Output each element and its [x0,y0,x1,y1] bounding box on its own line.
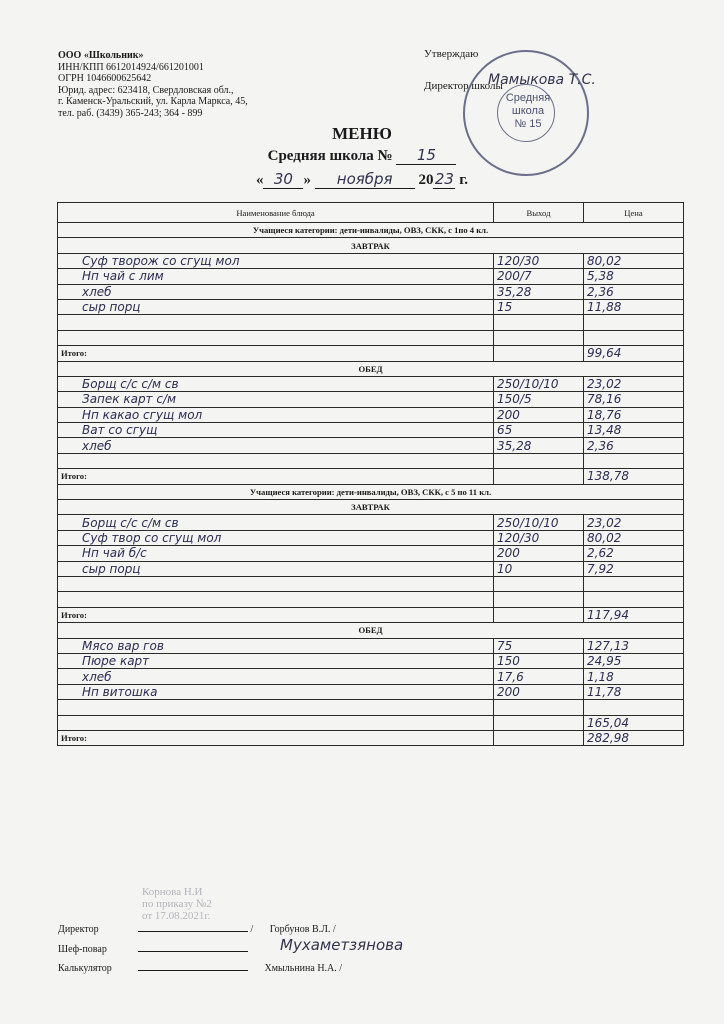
table-row [58,253,684,268]
dish-output: 250/10/10 [494,376,584,391]
table-row [58,299,684,314]
empty-cell [494,469,584,484]
chef-label: Шеф-повар [58,944,107,955]
stamp-line-3: № 15 [514,118,542,130]
dish-output: 200 [494,684,584,699]
empty-cell [58,576,494,591]
empty-cell [494,315,584,330]
empty-row [58,315,684,330]
org-inn: ИНН/КПП 6612014924/661201001 [58,61,204,73]
menu-table [57,202,684,746]
approve-label: Утверждаю [424,48,479,60]
empty-cell [58,592,494,607]
empty-cell [58,330,494,345]
dish-name: Нп чай с лим [58,269,494,284]
chef-name: Мухаметзянова [280,936,404,954]
empty-cell [58,453,494,468]
total-row [58,346,684,361]
dish-price: 7,92 [584,561,684,576]
org-address-2: г. Каменск-Уральский, ул. Карла Маркса, 45, [58,96,248,108]
table-row [58,653,684,668]
signature-line [138,970,248,971]
total-value: 99,64 [584,346,684,361]
dish-price: 80,02 [584,530,684,545]
dish-output: 35,28 [494,438,584,453]
subtotal-value: 165,04 [584,715,684,730]
table-row [58,684,684,699]
director-approval-label: Директор школы [424,80,503,92]
dish-price: 2,36 [584,284,684,299]
dish-name: хлеб [58,284,494,299]
dish-output: 17,6 [494,669,584,684]
dish-output: 200/7 [494,269,584,284]
meal-header-breakfast-label: ЗАВТРАК [58,238,684,253]
total-label: Итого: [58,346,494,361]
dish-output: 200 [494,546,584,561]
empty-cell [58,315,494,330]
category-header [58,484,684,499]
date-month: ноября [315,170,415,189]
table-row [58,438,684,453]
school-number: 15 [396,146,456,165]
slash: / [332,924,336,935]
dish-price: 24,95 [584,653,684,668]
dish-price: 80,02 [584,253,684,268]
director-label: Директор [58,924,99,935]
dish-output: 120/30 [494,530,584,545]
table-row [58,269,684,284]
table-row [58,530,684,545]
dish-output: 75 [494,638,584,653]
table-row [58,546,684,561]
org-address-1: Юрид. адрес: 623418, Свердловская обл., [58,84,234,96]
faded-line-3: от 17.08.2021г. [142,910,211,922]
org-ogrn: ОГРН 1046600625642 [58,73,152,85]
empty-cell [494,576,584,591]
empty-row [58,453,684,468]
empty-cell [584,315,684,330]
meal-header-lunch [58,623,684,638]
category-header [58,223,684,238]
dish-name: Борщ с/с с/м св [58,515,494,530]
dish-price: 127,13 [584,638,684,653]
dish-name: Борщ с/с с/м св [58,376,494,391]
menu-title: МЕНЮ [332,124,392,143]
empty-row [58,576,684,591]
dish-name: сыр порц [58,299,494,314]
table-row [58,561,684,576]
empty-cell [584,453,684,468]
date-day: 30 [263,170,303,189]
dish-output: 200 [494,407,584,422]
total-value: 117,94 [584,607,684,622]
empty-cell [58,700,494,715]
empty-cell [494,592,584,607]
table-row [58,284,684,299]
dish-name: хлеб [58,438,494,453]
empty-cell [494,607,584,622]
dish-price: 23,02 [584,376,684,391]
org-name: ООО «Школьник» [58,50,144,61]
dish-name: Запек карт с/м [58,392,494,407]
dish-price: 23,02 [584,515,684,530]
date-year-suffix: 23 [434,170,454,188]
dish-output: 35,28 [494,284,584,299]
dish-name: Пюре карт [58,653,494,668]
table-row [58,423,684,438]
director-signature-row [58,924,336,935]
dish-name: Мясо вар гов [58,638,494,653]
dish-output: 10 [494,561,584,576]
menu-date [0,170,724,189]
calculator-name: Хмыльнина Н.А. [264,963,337,974]
meal-header-breakfast [58,238,684,253]
total-row [58,469,684,484]
dish-price: 11,88 [584,299,684,314]
table-row [58,407,684,422]
date-close-quote: » [303,172,311,188]
table-row [58,376,684,391]
meal-header-breakfast-label: ЗАВТРАК [58,500,684,515]
empty-cell [494,730,584,745]
category-header-label: Учащиеся категории: дети-инвалиды, ОВЗ, СКК, с 5 по 11 кл. [58,484,684,499]
chef-signature-row [58,944,248,955]
total-label: Итого: [58,607,494,622]
empty-cell [494,346,584,361]
signature-line [138,931,248,932]
total-row [58,607,684,622]
signature-line [138,951,248,952]
dish-output: 120/30 [494,253,584,268]
dish-output: 15 [494,299,584,314]
dish-output: 250/10/10 [494,515,584,530]
empty-cell [494,453,584,468]
empty-cell [494,330,584,345]
faded-line-2: по приказу №2 [142,898,212,910]
dish-output: 65 [494,423,584,438]
table-row [58,638,684,653]
dish-price: 11,78 [584,684,684,699]
meal-header-lunch-label: ОБЕД [58,623,684,638]
slash: / [339,963,343,974]
slash: / [250,924,254,935]
total-label: Итого: [58,469,494,484]
table-header-row [58,203,684,223]
table-row [58,392,684,407]
calculator-signature-row [58,963,342,974]
meal-header-lunch-label: ОБЕД [58,361,684,376]
faded-overlay-text [142,886,212,922]
date-year-prefix: 20 [418,172,434,188]
dish-price: 2,36 [584,438,684,453]
meal-header-breakfast [58,500,684,515]
dish-output: 150/5 [494,392,584,407]
total-label: Итого: [58,730,494,745]
faded-line-1: Корнова Н.И [142,886,203,898]
org-phone: тел. раб. (3439) 365-243; 364 - 899 [58,107,203,119]
organization-header [58,50,248,120]
dish-name: Нп какао сгущ мол [58,407,494,422]
total-value: 138,78 [584,469,684,484]
empty-cell [494,700,584,715]
table-row [58,669,684,684]
col-header-name: Наименование блюда [58,203,494,223]
empty-cell [584,700,684,715]
director-signature: Мамыкова Т.С. [488,72,596,88]
dish-price: 18,76 [584,407,684,422]
empty-cell [584,576,684,591]
dish-price: 1,18 [584,669,684,684]
empty-cell [58,715,494,730]
dish-name: Ват со сгущ [58,423,494,438]
col-header-price: Цена [584,203,684,223]
dish-price: 13,48 [584,423,684,438]
meal-header-lunch [58,361,684,376]
dish-price: 2,62 [584,546,684,561]
empty-row [58,592,684,607]
calculator-label: Калькулятор [58,963,112,974]
dish-name: сыр порц [58,561,494,576]
table-row [58,515,684,530]
total-row [58,730,684,745]
dish-name: Суф твор со сгущ мол [58,530,494,545]
col-header-output: Выход [494,203,584,223]
subtotal-row [58,715,684,730]
empty-row [58,700,684,715]
empty-cell [584,592,684,607]
date-year-end: г. [459,172,469,188]
dish-name: Нп витошка [58,684,494,699]
empty-cell [494,715,584,730]
empty-row [58,330,684,345]
dish-name: Суф творож со сгущ мол [58,253,494,268]
school-title [0,146,724,165]
empty-cell [584,330,684,345]
stamp-line-1: Средняя [505,92,551,104]
total-value: 282,98 [584,730,684,745]
stamp-line-2: школа [511,105,545,117]
dish-output: 150 [494,653,584,668]
school-prefix: Средняя школа № [267,148,393,164]
director-name: Горбунов В.Л. [269,924,331,935]
dish-name: хлеб [58,669,494,684]
dish-name: Нп чай б/с [58,546,494,561]
category-header-label: Учащиеся категории: дети-инвалиды, ОВЗ, СКК, с 1по 4 кл. [58,223,684,238]
dish-price: 78,16 [584,392,684,407]
dish-price: 5,38 [584,269,684,284]
date-open-quote: « [255,172,264,188]
